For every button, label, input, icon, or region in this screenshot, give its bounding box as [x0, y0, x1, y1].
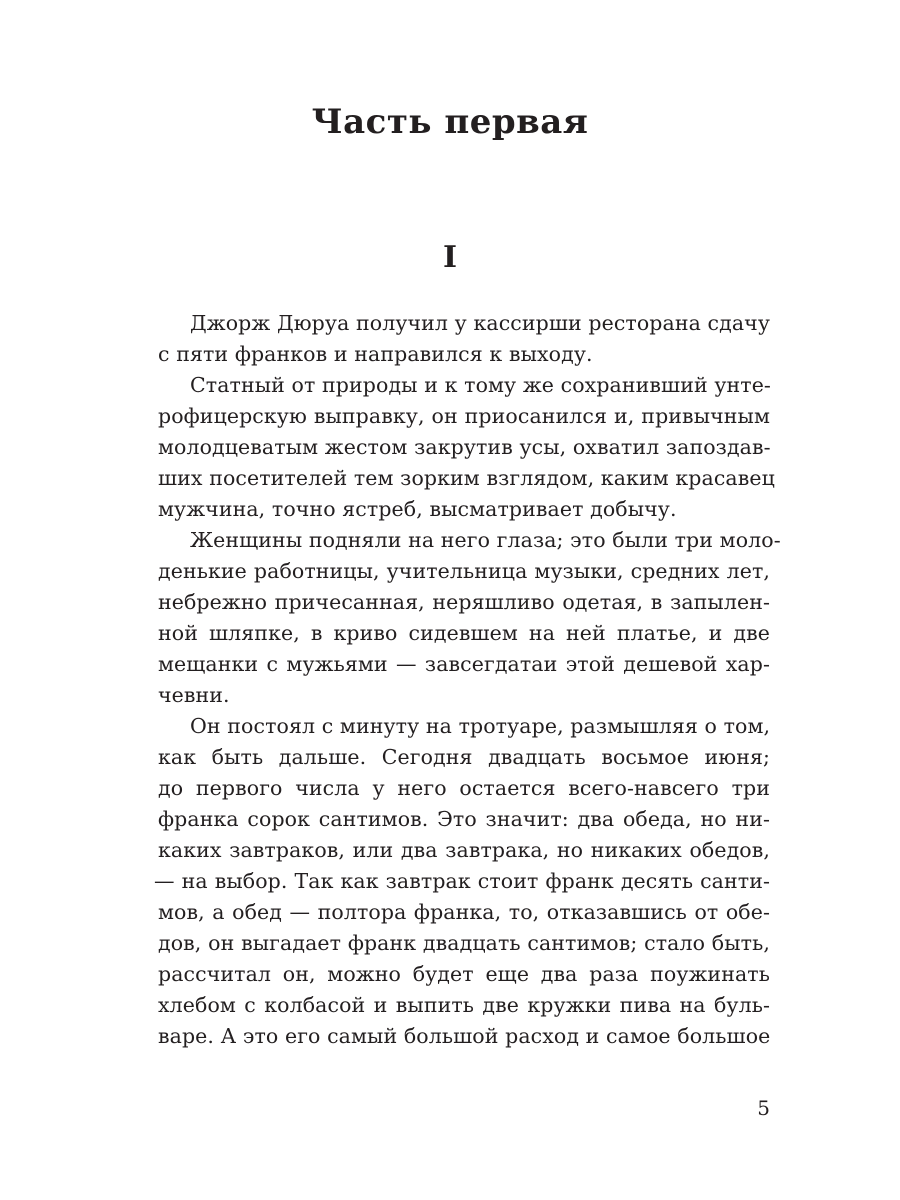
text-line: с пяти франков и направился к выходу. [158, 342, 593, 366]
text-line: дов, он выгадает франк двадцать сантимов; стало быть, [158, 931, 770, 955]
text-line: хлебом с колбасой и выпить две кружки пива на буль- [158, 993, 770, 1017]
text-line: ших посетителей тем зорким взглядом, каким красавец [158, 466, 775, 490]
text-line: Статный от природы и к тому же сохранивший унте- [190, 373, 771, 397]
part-title: Часть первая [311, 102, 589, 142]
text-line: Он постоял с минуту на тротуаре, размышляя о том, [190, 714, 771, 738]
text-line: мов, а обед — полтора франка, то, отказавшись от обе- [158, 900, 770, 924]
text-line: небрежно причесанная, неряшливо одетая, в запылен- [158, 590, 770, 614]
page-number: 5 [757, 1096, 770, 1120]
body-text [154, 308, 781, 1052]
text-line: рассчитал он, можно будет еще два раза поужинать [158, 962, 770, 986]
text-line: каких завтраков, или два завтрака, но никаких обедов, [158, 838, 770, 862]
text-line: Джорж Дюруа получил у кассирши ресторана сдачу [190, 311, 770, 335]
text-line: мужчина, точно ястреб, высматривает добычу. [158, 497, 677, 521]
text-line: — на выбор. Так как завтрак стоит франк десять санти- [154, 869, 770, 893]
text-line: рофицерскую выправку, он приосанился и, привычным [158, 404, 770, 428]
text-line: чевни. [158, 683, 230, 707]
text-line: денькие работницы, учительница музыки, средних лет, [158, 559, 770, 583]
text-line: варе. А это его самый большой расход и самое большое [158, 1024, 771, 1048]
text-line: до первого числа у него остается всего-навсего три [158, 776, 770, 800]
text-line: молодцеватым жестом закрутив усы, охватил запоздав- [158, 435, 771, 459]
chapter-number: I [442, 240, 458, 275]
text-line: Женщины подняли на него глаза; это были три моло- [190, 528, 781, 552]
text-line: франка сорок сантимов. Это значит: два обеда, но ни- [158, 807, 770, 831]
text-line: мещанки с мужьями — завсегдатаи этой дешевой хар- [158, 652, 770, 676]
text-line: ной шляпке, в криво сидевшем на ней платье, и две [158, 621, 770, 645]
text-line: как быть дальше. Сегодня двадцать восьмое июня; [158, 745, 770, 769]
